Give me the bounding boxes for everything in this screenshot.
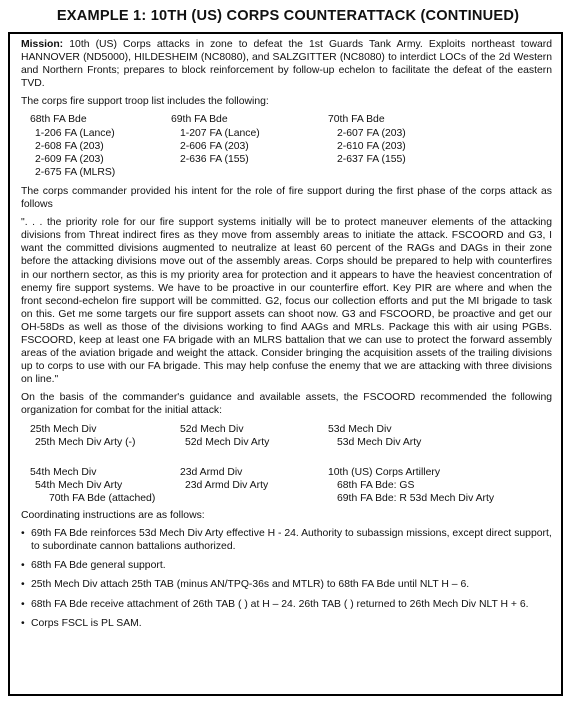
list-item-text: 68th FA Bde general support.: [31, 560, 166, 572]
troop-list-intro: The corps fire support troop list includes the following:: [21, 96, 269, 108]
bullet-icon: •: [21, 528, 25, 540]
organization-table-2: [21, 466, 552, 505]
example-box: [8, 32, 563, 696]
troop-cell: 2-637 FA (155): [337, 153, 406, 165]
troop-cell: [171, 166, 328, 179]
troop-cell: 68th FA Bde: [30, 114, 87, 126]
org-cell: 53d Mech Div: [328, 423, 392, 435]
bullet-icon: •: [21, 598, 25, 610]
mission-label: Mission:: [21, 39, 64, 50]
bullet-icon: •: [21, 560, 25, 572]
org-cell: 25th Mech Div Arty (-): [35, 436, 136, 448]
org-cell: 70th FA Bde (attached): [49, 493, 156, 504]
mission-text: 10th (US) Corps attacks in zone to defeat the 1st Guards Tank Army. Exploits northeast toward HANNOVER (ND5000), HILDESHEIM (NC8080), and SALZGITTER (NC8080) to interdict LOCs of the 2d Western and Northern Fronts; prepares to block reinforcement by follow-up echelon to facilitate the defeat of the eastern TVD.: [21, 39, 552, 90]
org-cell: 52d Mech Div Arty: [185, 436, 270, 448]
org-cell: 10th (US) Corps Artillery: [328, 466, 441, 478]
org-cell: 23d Armd Div: [180, 466, 243, 478]
bullet-icon: •: [21, 579, 25, 591]
organization-intro: On the basis of the commander's guidance and available assets, the FSCOORD recommended the following organization for combat for the initial attack:: [21, 392, 552, 417]
org-cell: 23d Armd Div Arty: [185, 479, 269, 491]
coordinating-intro: Coordinating instructions are as follows:: [21, 510, 205, 522]
commander-quote: ". . . the priority role for our fire support systems initially will be to protect maneuver elements of the attacking divisions from Threat indirect fires as they move from assembly areas to initiate the attack. FSCOORD and G3, I want the committed divisions augmented to neutralize at least 60 percent of the RAGs and DAGs in their zone before the attacking divisions move out of the assembly areas. Corps should be prepared to help with counterfires in our northern sector, as this is my priority area for protection and it appears to have the heaviest concentration of enemy fire support systems. We have to be proactive in our counterfire effort. Key PIR are where and when the front second-echelon fire support will be committed. G2, focus our collection efforts and put the MI brigade to task on this. Get me some targets our fire support assets can shoot now. G3 and FSCOORD, be proactive and get our OH-58Ds as well as those of the divisions working to find AAGs and MRLs. Package this with air using PGBs. FSCOORD, keep at least one FA brigade with an MLRS battalion that we can use to protect the forward assembly areas of the aviation brigade and weight the attack. Consider bringing the acquisition assets of the trailing divisions up to corps to use with our FA brigade. This may help confuse the enemy that we are attacking with three divisions on line.": [21, 217, 552, 386]
org-cell: 68th FA Bde: GS: [337, 479, 415, 491]
org-cell: [328, 449, 518, 462]
troop-cell: 2-609 FA (203): [35, 153, 104, 165]
list-item-text: 25th Mech Div attach 25th TAB (minus AN/TPQ-36s and MTLR) to 68th FA Bde until NLT H – 6.: [31, 579, 470, 591]
troop-cell: 2-636 FA (155): [180, 153, 249, 165]
list-item: [21, 527, 552, 553]
list-item: [21, 617, 552, 630]
list-item: [21, 578, 552, 591]
org-cell: 52d Mech Div: [180, 423, 244, 435]
troop-cell: 2-607 FA (203): [337, 127, 406, 139]
org-cell: [171, 492, 328, 505]
org-cell: 53d Mech Div Arty: [337, 436, 422, 448]
org-cell: 54th Mech Div Arty: [35, 479, 123, 491]
coordinating-list: [21, 527, 552, 630]
org-cell: [21, 449, 171, 462]
intent-intro: The corps commander provided his intent for the role of fire support during the first phase of the corps attack as follows: [21, 185, 552, 211]
troop-cell: 2-675 FA (MLRS): [35, 166, 116, 178]
troop-cell: 2-610 FA (203): [337, 140, 406, 152]
list-item: [21, 598, 552, 611]
org-cell: 54th Mech Div: [30, 466, 97, 478]
list-item: [21, 559, 552, 572]
troop-cell: 69th FA Bde: [171, 114, 228, 126]
org-cell: 25th Mech Div: [30, 423, 97, 435]
troop-cell: 2-608 FA (203): [35, 140, 104, 152]
troop-cell: [328, 166, 518, 179]
list-item-text: 69th FA Bde reinforces 53d Mech Div Arty effective H - 24. Authority to subassign missions, except direct support, to subordinate cannon battalions authorized.: [31, 528, 552, 553]
troop-list-table: [21, 113, 552, 178]
page-title: EXAMPLE 1: 10TH (US) CORPS COUNTERATTACK (CONTINUED): [56, 8, 520, 24]
troop-cell: 70th FA Bde: [328, 114, 385, 126]
troop-cell: 2-606 FA (203): [180, 140, 249, 152]
troop-cell: 1-207 FA (Lance): [180, 127, 260, 139]
organization-table-1: [21, 423, 552, 462]
org-cell: [171, 449, 328, 462]
troop-cell: 1-206 FA (Lance): [35, 127, 115, 139]
org-cell: 69th FA Bde: R 53d Mech Div Arty: [337, 493, 495, 504]
bullet-icon: •: [21, 617, 25, 629]
list-item-text: Corps FSCL is PL SAM.: [31, 617, 142, 629]
mission-paragraph: [21, 38, 552, 90]
list-item-text: 68th FA Bde receive attachment of 26th TAB ( ) at H – 24. 26th TAB ( ) returned to 26th Mech Div NLT H + 6.: [31, 598, 529, 610]
